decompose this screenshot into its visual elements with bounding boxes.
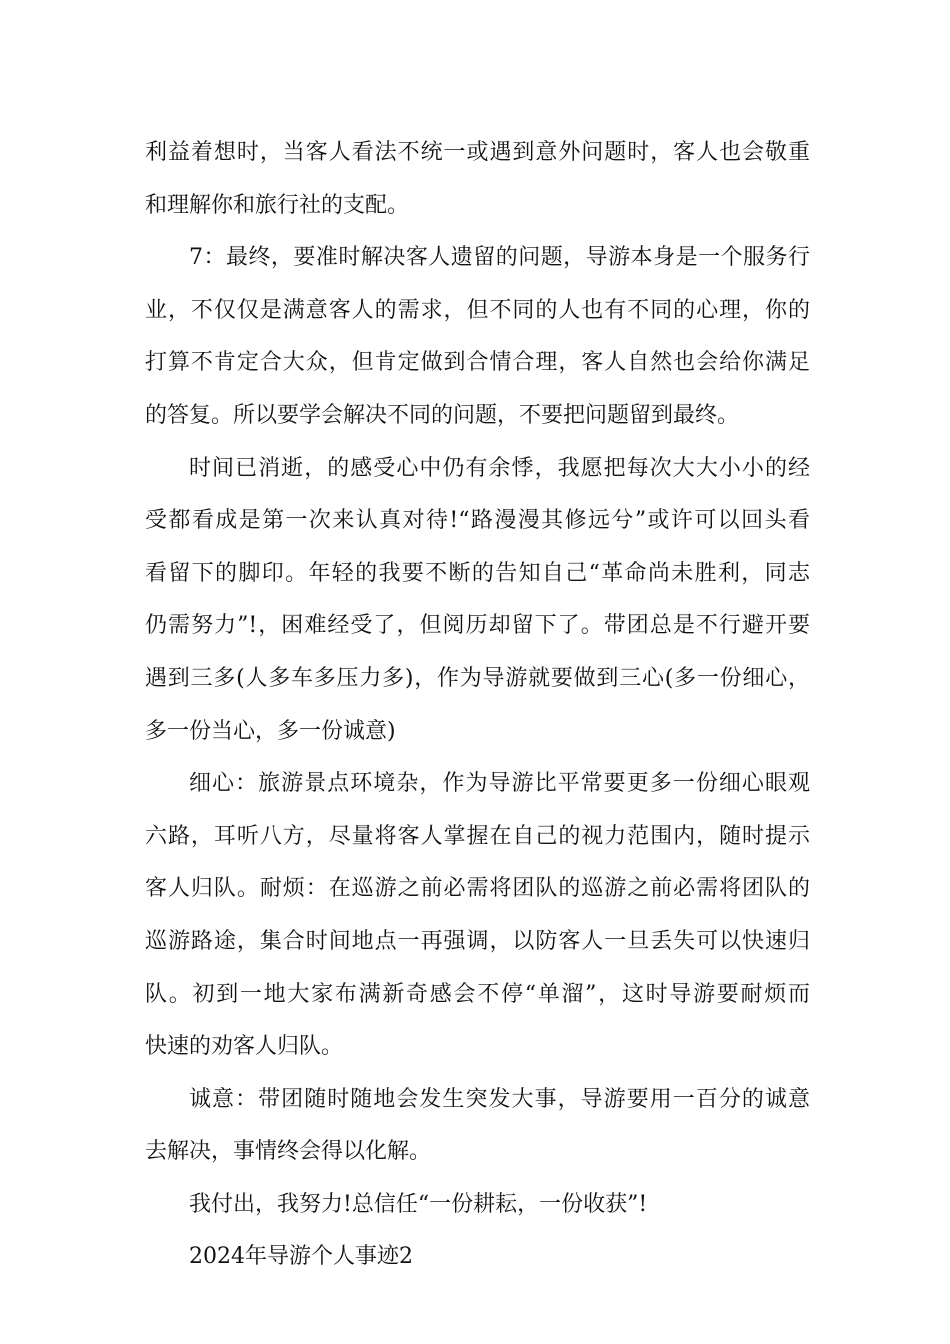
- text-line: 我付出，我努力!总信任“一份耕耘，一份收获”!: [189, 1191, 648, 1217]
- paragraph-3: [145, 443, 810, 759]
- text-line: 利益着想时，当客人看法不统一或遇到意外问题时，客人也会敬重: [145, 140, 810, 165]
- text-line: 仍需努力”!，困难经受了，但阅历却留下了。带团总是不行避开要: [145, 613, 810, 639]
- text-line: 受都看成是第一次来认真对待!“路漫漫其修远兮”或许可以回头看: [145, 508, 810, 534]
- text-line: 巡游路途，集合时间地点一再强调，以防客人一旦丢失可以快速归: [145, 928, 810, 954]
- text-line: 诚意：带团随时随地会发生突发大事，导游要用一百分的诚意: [189, 1086, 810, 1112]
- heading-line: 2024年导游个人事迹2: [189, 1244, 413, 1270]
- text-line: 快速的劝客人归队。: [145, 1034, 344, 1060]
- text-line: 和理解你和旅行社的支配。: [145, 192, 410, 218]
- paragraph-6: [145, 1179, 810, 1232]
- text-line: 多一份当心，多一份诚意): [145, 718, 396, 744]
- text-line: 时间已消逝，的感受心中仍有余悸，我愿把每次大大小小的经: [189, 455, 810, 481]
- document-body: [145, 127, 810, 1284]
- paragraph-4: [145, 758, 810, 1074]
- text-line: 7：最终，要准时解决客人遗留的问题，导游本身是一个服务行: [189, 245, 810, 271]
- text-line: 队。初到一地大家布满新奇感会不停“单溜”，这时导游要耐烦而: [145, 981, 810, 1007]
- paragraph-1: [145, 127, 810, 232]
- text-line: 细心：旅游景点环境杂，作为导游比平常要更多一份细心眼观: [189, 771, 810, 797]
- text-line: 遇到三多(人多车多压力多)，作为导游就要做到三心(多一份细心，: [145, 665, 810, 691]
- text-line: 看留下的脚印。年轻的我要不断的告知自己“革命尚未胜利，同志: [145, 560, 810, 586]
- text-line: 业，不仅仅是满意客人的需求，但不同的人也有不同的心理，你的: [145, 297, 810, 323]
- paragraph-2: [145, 232, 810, 442]
- text-line: 的答复。所以要学会解决不同的问题，不要把问题留到最终。: [145, 402, 740, 428]
- text-line: 六路，耳听八方，尽量将客人掌握在自己的视力范围内，随时提示: [145, 823, 810, 849]
- text-line: 打算不肯定合大众，但肯定做到合情合理，客人自然也会给你满足: [145, 350, 810, 376]
- text-line: 客人归队。耐烦：在巡游之前必需将团队的巡游之前必需将团队的: [145, 876, 810, 902]
- text-line: 去解决，事情终会得以化解。: [145, 1139, 432, 1165]
- paragraph-5: [145, 1074, 810, 1179]
- section-heading: [145, 1231, 810, 1284]
